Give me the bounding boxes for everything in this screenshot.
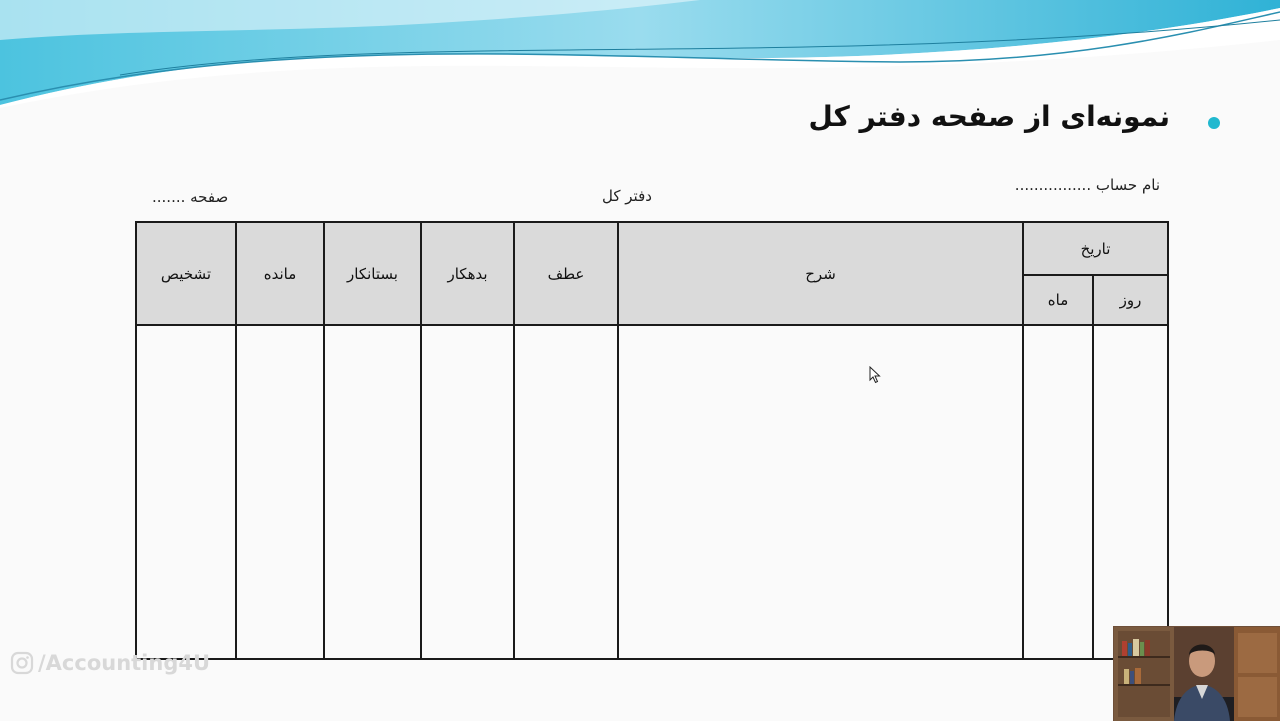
page-number-label: صفحه .......	[152, 188, 229, 206]
cell-day	[1093, 325, 1168, 659]
cell-credit	[324, 325, 421, 659]
mouse-cursor-icon	[869, 366, 881, 384]
ledger-body-row	[136, 325, 1168, 659]
cell-description	[618, 325, 1023, 659]
cell-debit	[421, 325, 514, 659]
slide-title: نمونه‌ای از صفحه دفتر کل	[808, 100, 1170, 133]
presenter-webcam	[1113, 626, 1280, 721]
account-name-label: نام حساب ................	[1014, 176, 1160, 194]
header-balance: مانده	[236, 222, 324, 325]
title-bullet	[1208, 117, 1220, 129]
header-status: تشخیص	[136, 222, 236, 325]
cell-balance	[236, 325, 324, 659]
header-credit: بستانکار	[324, 222, 421, 325]
instagram-icon	[10, 651, 34, 675]
header-description: شرح	[618, 222, 1023, 325]
header-month: ماه	[1023, 275, 1093, 325]
watermark-text: /Accounting4U	[38, 651, 211, 675]
header-wave-decoration	[0, 0, 1280, 115]
header-date: تاریخ	[1023, 222, 1168, 275]
general-ledger-table	[135, 221, 1169, 660]
cell-reference	[514, 325, 618, 659]
header-debit: بدهکار	[421, 222, 514, 325]
header-reference: عطف	[514, 222, 618, 325]
header-row	[136, 222, 1168, 275]
cell-status	[136, 325, 236, 659]
watermark	[10, 651, 210, 675]
header-day: روز	[1093, 275, 1168, 325]
ledger-book-title: دفتر کل	[602, 187, 652, 205]
cell-month	[1023, 325, 1093, 659]
